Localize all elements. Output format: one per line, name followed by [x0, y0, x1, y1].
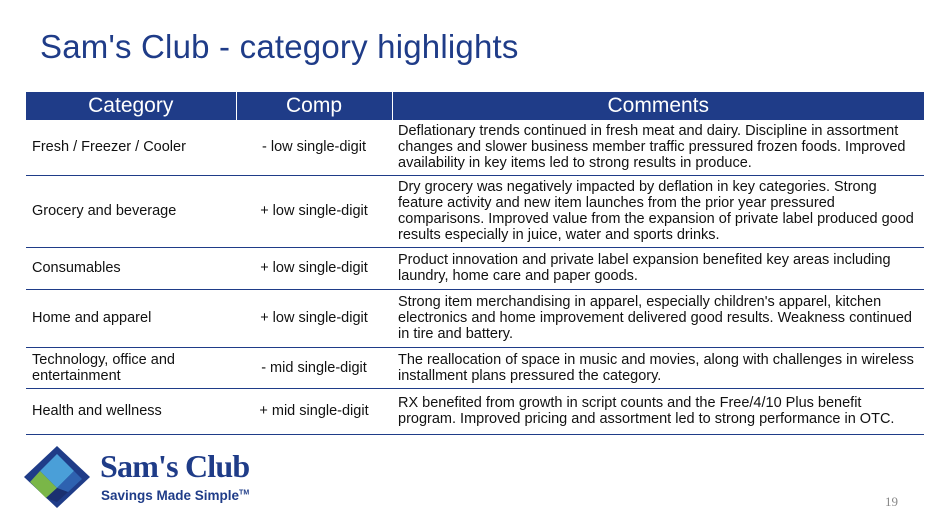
- table-row: [26, 388, 924, 434]
- table-header-row: [26, 92, 924, 120]
- category-table: [26, 92, 924, 435]
- logo-tagline-text: Savings Made Simple: [101, 488, 240, 503]
- comments-cell: RX benefited from growth in script counts and the Free/4/10 Plus benefit program. Improved pricing and assortment led to strong performance in OTC.: [392, 388, 924, 434]
- column-header-comp: Comp: [236, 92, 392, 120]
- comments-cell: Product innovation and private label expansion benefited key areas including laundry, home care and paper goods.: [392, 247, 924, 289]
- table-row: [26, 289, 924, 347]
- page-number: 19: [885, 494, 898, 509]
- comments-cell: Strong item merchandising in apparel, especially children's apparel, kitchen electronics and home improvement delivered good results. Weakness continued in tire and battery.: [392, 289, 924, 347]
- table-row: [26, 347, 924, 388]
- logo-tagline: [101, 488, 249, 503]
- category-cell: Fresh / Freezer / Cooler: [26, 120, 236, 175]
- logo-brand-name: Sam's Club: [100, 448, 250, 484]
- page-title: Sam's Club - category highlights: [40, 28, 519, 65]
- comp-cell: - low single-digit: [236, 120, 392, 175]
- table-row: [26, 247, 924, 289]
- comp-cell: + low single-digit: [236, 175, 392, 247]
- comments-cell: The reallocation of space in music and movies, along with challenges in wireless installment plans pressured the category.: [392, 347, 924, 388]
- category-cell: Home and apparel: [26, 289, 236, 347]
- category-cell: Grocery and beverage: [26, 175, 236, 247]
- category-cell: Consumables: [26, 247, 236, 289]
- column-header-category: Category: [26, 92, 236, 120]
- sams-club-diamond-icon: [22, 444, 92, 510]
- comp-cell: + low single-digit: [236, 289, 392, 347]
- column-header-comments: Comments: [392, 92, 924, 120]
- table-row: [26, 175, 924, 247]
- trademark-mark: TM: [239, 489, 250, 497]
- comments-cell: Deflationary trends continued in fresh meat and dairy. Discipline in assortment changes and slower business member traffic pressured frozen foods. Improved availability in key items led to strong results in produce.: [392, 120, 924, 175]
- category-cell: Technology, office and entertainment: [26, 347, 236, 388]
- comp-cell: + low single-digit: [236, 247, 392, 289]
- table-row: [26, 120, 924, 175]
- category-cell: Health and wellness: [26, 388, 236, 434]
- comments-cell: Dry grocery was negatively impacted by deflation in key categories. Strong feature activity and new item launches from the prior year pressured comparisons. Improved value from the expansion of private label produced good results especially in juice, water and sports drinks.: [392, 175, 924, 247]
- comp-cell: - mid single-digit: [236, 347, 392, 388]
- comp-cell: + mid single-digit: [236, 388, 392, 434]
- sams-club-logo: [22, 444, 282, 510]
